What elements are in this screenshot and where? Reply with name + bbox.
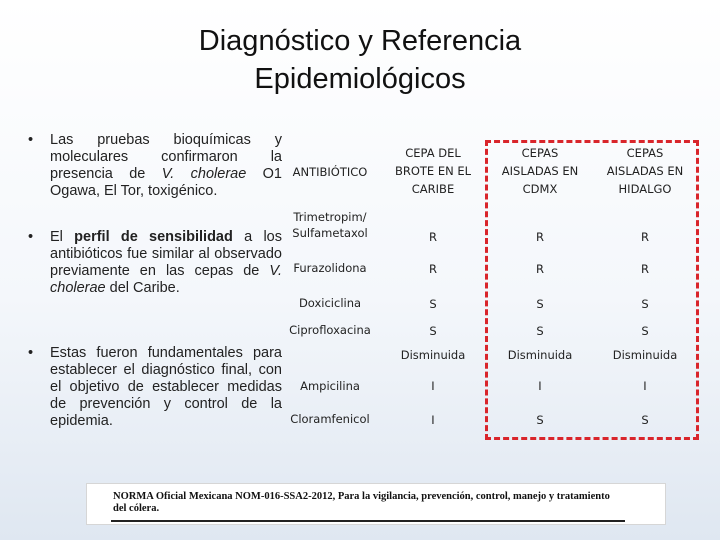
slide-title [0, 22, 720, 98]
citation-underline [111, 520, 625, 522]
table-cell: S [641, 324, 649, 338]
table-cell: S [536, 324, 544, 338]
table-cell: R [641, 230, 649, 244]
header-cdmx: CEPAS AISLADAS EN CDMX [501, 146, 579, 196]
bullet-text: El perfil de sensibilidad a los antibióticos fue similar al observado previamente en las cepas de V. cholerae del Caribe. [50, 229, 282, 296]
bullet-dot-icon: • [28, 345, 34, 361]
sensitivity-table [280, 136, 706, 440]
table-row-drug: Trimetropim/ Sulfametaxol [292, 210, 368, 240]
table-cell: R [429, 262, 437, 276]
table-cell: R [429, 230, 437, 244]
table-cell: I [431, 379, 435, 393]
bullet-item-2 [28, 229, 282, 297]
header-hidalgo: CEPAS AISLADAS EN HIDALGO [606, 146, 684, 196]
table-cell: S [641, 297, 649, 311]
table-cell: I [538, 379, 542, 393]
table-cell: R [536, 262, 544, 276]
table-cell: I [431, 413, 435, 427]
bullet-text: Estas fueron fundamentales para establecer el diagnóstico final, con el objetivo de establecer medidas de prevención y control de la epidemia. [50, 345, 282, 429]
table-row-drug: Doxiciclina [298, 296, 362, 310]
table-cell: R [536, 230, 544, 244]
bullet-dot-icon: • [28, 229, 34, 245]
table-cell: S [429, 297, 437, 311]
table-cell: S [641, 413, 649, 427]
table-row-drug: Cloramfenicol [290, 412, 370, 426]
table-cell: S [429, 324, 437, 338]
table-row-drug: Ampicilina [300, 379, 360, 393]
citation-text: NORMA Oficial Mexicana NOM-016-SSA2-2012, Para la vigilancia, prevención, control, manejo y tratamiento del cólera. [113, 491, 610, 514]
bullet-text: Las pruebas bioquímicas y moleculares confirmaron la presencia de V. cholerae O1 Ogawa, El Tor, toxigénico. [50, 132, 282, 199]
table-cell: R [641, 262, 649, 276]
table-row-drug: Ciprofloxacina [289, 323, 371, 337]
title-line-2: Epidemiológicos [254, 63, 466, 95]
bullet-item-3 [28, 345, 282, 430]
table-cell-note: Disminuida [400, 348, 466, 362]
header-caribe: CEPA DEL BROTE EN EL CARIBE [394, 146, 472, 196]
table-cell-note: Disminuida [507, 348, 573, 362]
title-line-1: Diagnóstico y Referencia [198, 25, 522, 57]
table-row-drug: Furazolidona [293, 261, 367, 275]
table-cell-note: Disminuida [612, 348, 678, 362]
bullet-dot-icon: • [28, 132, 34, 148]
header-antibiotic: ANTIBIÓTICO [292, 165, 368, 179]
source-citation [86, 483, 666, 525]
table-cell: I [643, 379, 647, 393]
bullet-item-1 [28, 132, 282, 200]
table-cell: S [536, 297, 544, 311]
table-cell: S [536, 413, 544, 427]
